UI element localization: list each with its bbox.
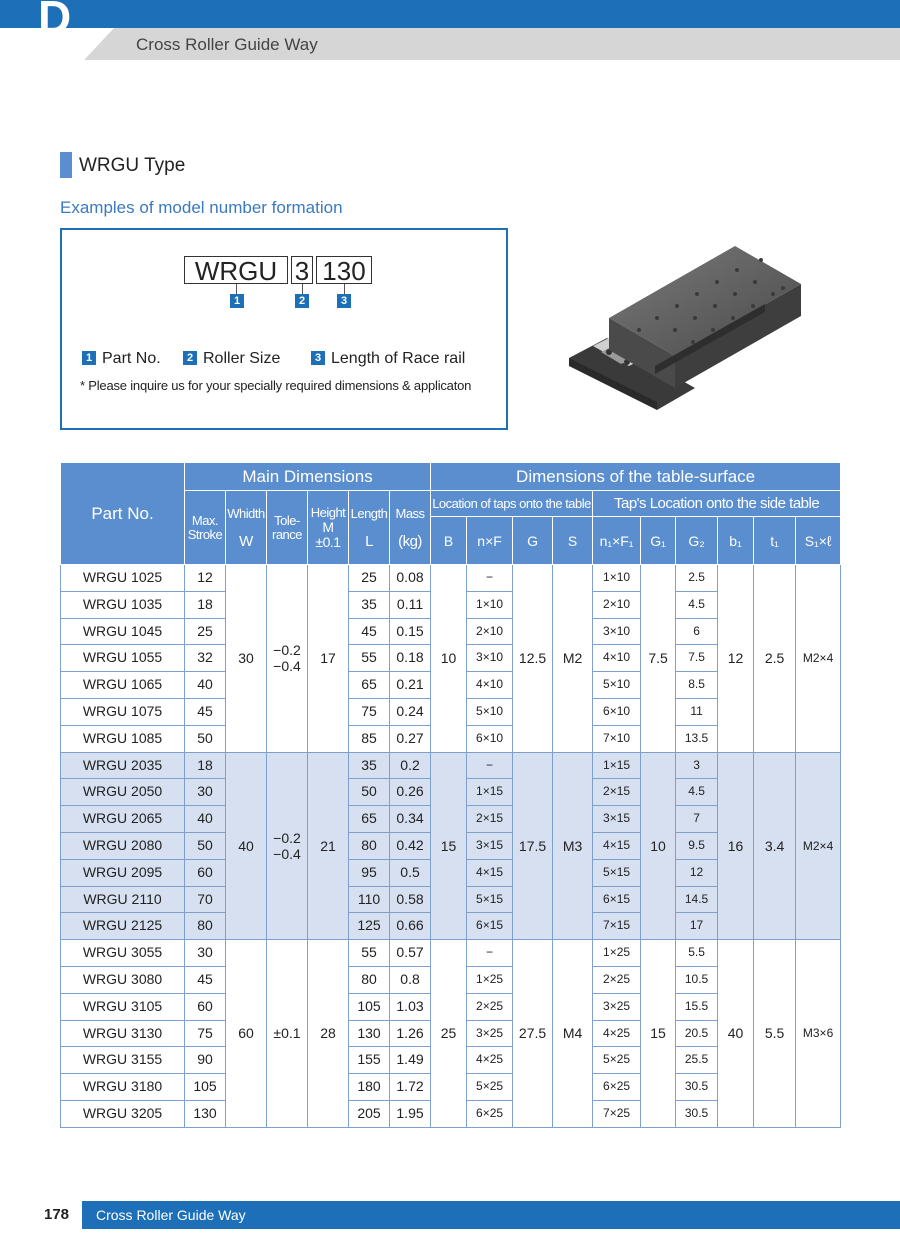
cell-S: M2 [553,565,593,753]
cell-length: 75 [349,698,390,725]
cell-stroke: 18 [185,752,226,779]
cell-part-no: WRGU 2065 [61,806,185,833]
header-width: Whidth W [226,491,267,565]
header-G: G [513,517,553,565]
cell-length: 80 [349,832,390,859]
cell-length: 180 [349,1074,390,1101]
cell-stroke: 32 [185,645,226,672]
cell-G2: 8.5 [676,672,718,699]
cell-part-no: WRGU 2050 [61,779,185,806]
cell-width: 40 [226,752,267,940]
cell-nF: 4×10 [467,672,513,699]
cell-part-no: WRGU 3205 [61,1100,185,1127]
cell-S1l: M3×6 [796,940,841,1128]
cell-part-no: WRGU 2110 [61,886,185,913]
cell-stroke: 80 [185,913,226,940]
cell-stroke: 130 [185,1100,226,1127]
section-marker [60,152,72,178]
model-code-size: 3 [291,256,313,284]
page-number: 178 [44,1206,70,1223]
cell-mass: 0.8 [390,966,431,993]
cell-nF: 5×25 [467,1074,513,1101]
cell-length: 65 [349,806,390,833]
header-nF: n×F [467,517,513,565]
cell-mass: 1.95 [390,1100,431,1127]
cell-stroke: 60 [185,859,226,886]
header-side-taps: Tap's Location onto the side table [593,491,841,517]
header-main-dimensions: Main Dimensions [185,463,431,491]
cell-n1F1: 3×25 [593,993,641,1020]
cell-B: 10 [431,565,467,753]
cell-S1l: M2×4 [796,565,841,753]
cell-part-no: WRGU 1075 [61,698,185,725]
cell-part-no: WRGU 1025 [61,565,185,592]
cell-nF: 1×25 [467,966,513,993]
cell-G2: 10.5 [676,966,718,993]
cell-length: 205 [349,1100,390,1127]
cell-G2: 25.5 [676,1047,718,1074]
cell-length: 35 [349,752,390,779]
cell-mass: 0.08 [390,565,431,592]
dimensions-table [60,462,841,1128]
cell-mass: 0.18 [390,645,431,672]
cell-stroke: 25 [185,618,226,645]
header-S: S [553,517,593,565]
chapter-letter: D [38,0,72,43]
cell-mass: 0.42 [390,832,431,859]
cell-stroke: 75 [185,1020,226,1047]
cell-mass: 1.49 [390,1047,431,1074]
cell-part-no: WRGU 3055 [61,940,185,967]
cell-G2: 20.5 [676,1020,718,1047]
cell-stroke: 45 [185,698,226,725]
cell-G2: 7 [676,806,718,833]
cell-G2: 13.5 [676,725,718,752]
cell-length: 95 [349,859,390,886]
cell-t1: 2.5 [754,565,796,753]
cell-mass: 1.72 [390,1074,431,1101]
cell-n1F1: 4×25 [593,1020,641,1047]
legend-rail-length: Length of Race rail [331,350,466,367]
model-code-length: 130 [316,256,372,284]
cell-mass: 0.57 [390,940,431,967]
tolerance-value: ±0.1 [273,1025,301,1042]
table-group [61,940,841,1128]
cell-mass: 0.24 [390,698,431,725]
cell-S: M3 [553,752,593,940]
cell-stroke: 18 [185,591,226,618]
cell-mass: 0.66 [390,913,431,940]
cell-n1F1: 1×25 [593,940,641,967]
cell-nF: 6×10 [467,725,513,752]
header-mass: Mass (kg) [390,491,431,565]
header-title: Cross Roller Guide Way [136,35,318,54]
cell-b1: 40 [718,940,754,1128]
model-number-box [60,228,508,430]
cell-nF: − [467,565,513,592]
cell-n1F1: 5×15 [593,859,641,886]
header-table-surface: Dimensions of the table-surface [431,463,841,491]
cell-B: 25 [431,940,467,1128]
cell-stroke: 45 [185,966,226,993]
connector-line [302,284,303,294]
cell-nF: 1×15 [467,779,513,806]
cell-n1F1: 5×10 [593,672,641,699]
cell-n1F1: 6×15 [593,886,641,913]
cell-stroke: 30 [185,940,226,967]
cell-t1: 3.4 [754,752,796,940]
cell-G2: 2.5 [676,565,718,592]
cell-G2: 15.5 [676,993,718,1020]
legend-badge-3: 3 [311,351,325,365]
header-n1F1: n₁×F₁ [593,517,641,565]
tolerance-value: −0.2 [273,829,301,846]
cell-length: 85 [349,725,390,752]
cell-G2: 4.5 [676,779,718,806]
cell-G2: 30.5 [676,1074,718,1101]
footer-title: Cross Roller Guide Way [96,1207,246,1223]
cell-G: 12.5 [513,565,553,753]
cell-n1F1: 5×25 [593,1047,641,1074]
cell-stroke: 70 [185,886,226,913]
header-G1: G₁ [641,517,676,565]
cell-G2: 11 [676,698,718,725]
header-G2: G₂ [676,517,718,565]
cell-length: 65 [349,672,390,699]
cell-stroke: 40 [185,806,226,833]
cell-G: 17.5 [513,752,553,940]
cell-part-no: WRGU 2095 [61,859,185,886]
cell-n1F1: 3×10 [593,618,641,645]
cell-n1F1: 4×15 [593,832,641,859]
cell-n1F1: 3×15 [593,806,641,833]
cell-G2: 5.5 [676,940,718,967]
table-row [61,752,841,779]
cell-length: 80 [349,966,390,993]
cell-part-no: WRGU 3155 [61,1047,185,1074]
tolerance-value: −0.4 [273,845,301,862]
cell-G2: 7.5 [676,645,718,672]
cell-G: 27.5 [513,940,553,1128]
cell-nF: 2×10 [467,618,513,645]
cell-length: 35 [349,591,390,618]
cell-nF: − [467,940,513,967]
cell-n1F1: 2×15 [593,779,641,806]
cell-length: 125 [349,913,390,940]
cell-part-no: WRGU 1085 [61,725,185,752]
cell-G1: 7.5 [641,565,676,753]
cell-b1: 16 [718,752,754,940]
cell-width: 60 [226,940,267,1128]
model-code-series: WRGU [184,256,288,284]
cell-part-no: WRGU 3180 [61,1074,185,1101]
cell-mass: 0.2 [390,752,431,779]
table-row [61,565,841,592]
cell-nF: 3×10 [467,645,513,672]
cell-mass: 0.21 [390,672,431,699]
cell-S: M4 [553,940,593,1128]
cell-stroke: 12 [185,565,226,592]
header-location-taps: Location of taps onto the table [431,491,593,517]
cell-width: 30 [226,565,267,753]
cell-part-no: WRGU 2080 [61,832,185,859]
header-tolerance: Tole- rance [267,491,308,565]
legend-roller-size: Roller Size [203,350,281,367]
cell-nF: 4×25 [467,1047,513,1074]
cell-nF: 4×15 [467,859,513,886]
cell-height: 21 [308,752,349,940]
cell-height: 17 [308,565,349,753]
tolerance-value: −0.2 [273,642,301,659]
table-group [61,565,841,753]
cell-G2: 30.5 [676,1100,718,1127]
cell-G1: 15 [641,940,676,1128]
cell-G2: 17 [676,913,718,940]
cell-n1F1: 1×15 [593,752,641,779]
cell-part-no: WRGU 3130 [61,1020,185,1047]
cell-length: 105 [349,993,390,1020]
cell-S1l: M2×4 [796,752,841,940]
cell-tolerance [267,565,308,753]
cell-length: 50 [349,779,390,806]
cell-nF: 1×10 [467,591,513,618]
cell-nF: 3×15 [467,832,513,859]
cell-n1F1: 2×25 [593,966,641,993]
header-max-stroke: Max. Stroke [185,491,226,565]
cell-length: 55 [349,645,390,672]
cell-n1F1: 6×10 [593,698,641,725]
header-B: B [431,517,467,565]
header-b1: b₁ [718,517,754,565]
cell-stroke: 40 [185,672,226,699]
badge-1: 1 [230,294,244,308]
section-subtitle: Examples of model number formation [60,198,343,217]
cell-stroke: 50 [185,832,226,859]
cell-n1F1: 2×10 [593,591,641,618]
cell-nF: 3×25 [467,1020,513,1047]
table-row [61,940,841,967]
cell-stroke: 60 [185,993,226,1020]
badge-2: 2 [295,294,309,308]
cell-length: 130 [349,1020,390,1047]
connector-line [236,284,237,294]
cell-part-no: WRGU 1035 [61,591,185,618]
cell-nF: 6×15 [467,913,513,940]
cell-mass: 0.11 [390,591,431,618]
legend-badge-2: 2 [183,351,197,365]
cell-part-no: WRGU 3080 [61,966,185,993]
cell-mass: 1.26 [390,1020,431,1047]
cell-tolerance [267,752,308,940]
cell-G2: 12 [676,859,718,886]
cell-stroke: 105 [185,1074,226,1101]
cell-n1F1: 7×15 [593,913,641,940]
cell-part-no: WRGU 1055 [61,645,185,672]
cell-part-no: WRGU 2125 [61,913,185,940]
cell-length: 55 [349,940,390,967]
header-length: Length L [349,491,390,565]
header-bar [0,0,900,28]
cell-G1: 10 [641,752,676,940]
cell-n1F1: 4×10 [593,645,641,672]
product-image [565,238,805,410]
cell-height: 28 [308,940,349,1128]
header-part-no: Part No. [61,463,185,565]
cell-mass: 0.26 [390,779,431,806]
cell-G2: 6 [676,618,718,645]
cell-mass: 0.27 [390,725,431,752]
section-title: WRGU Type [79,155,186,176]
cell-t1: 5.5 [754,940,796,1128]
cell-tolerance [267,940,308,1128]
cell-n1F1: 1×10 [593,565,641,592]
cell-length: 155 [349,1047,390,1074]
header-S1l: S₁×ℓ [796,517,841,565]
cell-nF: − [467,752,513,779]
legend-part-no: Part No. [102,350,161,367]
cell-nF: 6×25 [467,1100,513,1127]
tolerance-value: −0.4 [273,658,301,675]
cell-n1F1: 7×10 [593,725,641,752]
cell-nF: 5×10 [467,698,513,725]
connector-line [344,284,345,294]
cell-stroke: 30 [185,779,226,806]
cell-stroke: 50 [185,725,226,752]
cell-nF: 2×15 [467,806,513,833]
cell-G2: 14.5 [676,886,718,913]
header-t1: t₁ [754,517,796,565]
cell-part-no: WRGU 1065 [61,672,185,699]
cell-part-no: WRGU 1045 [61,618,185,645]
badge-3: 3 [337,294,351,308]
cell-n1F1: 7×25 [593,1100,641,1127]
legend-badge-1: 1 [82,351,96,365]
cell-length: 45 [349,618,390,645]
cell-B: 15 [431,752,467,940]
cell-mass: 0.58 [390,886,431,913]
cell-part-no: WRGU 2035 [61,752,185,779]
cell-part-no: WRGU 3105 [61,993,185,1020]
cell-mass: 0.5 [390,859,431,886]
cell-mass: 0.34 [390,806,431,833]
cell-b1: 12 [718,565,754,753]
inquiry-note: * Please inquire us for your specially required dimensions & applicaton [80,378,472,393]
cell-G2: 4.5 [676,591,718,618]
cell-length: 25 [349,565,390,592]
cell-stroke: 90 [185,1047,226,1074]
table-group [61,752,841,940]
cell-mass: 1.03 [390,993,431,1020]
cell-nF: 5×15 [467,886,513,913]
cell-length: 110 [349,886,390,913]
cell-n1F1: 6×25 [593,1074,641,1101]
cell-G2: 9.5 [676,832,718,859]
cell-mass: 0.15 [390,618,431,645]
cell-G2: 3 [676,752,718,779]
header-height: Height M ±0.1 [308,491,349,565]
cell-nF: 2×25 [467,993,513,1020]
